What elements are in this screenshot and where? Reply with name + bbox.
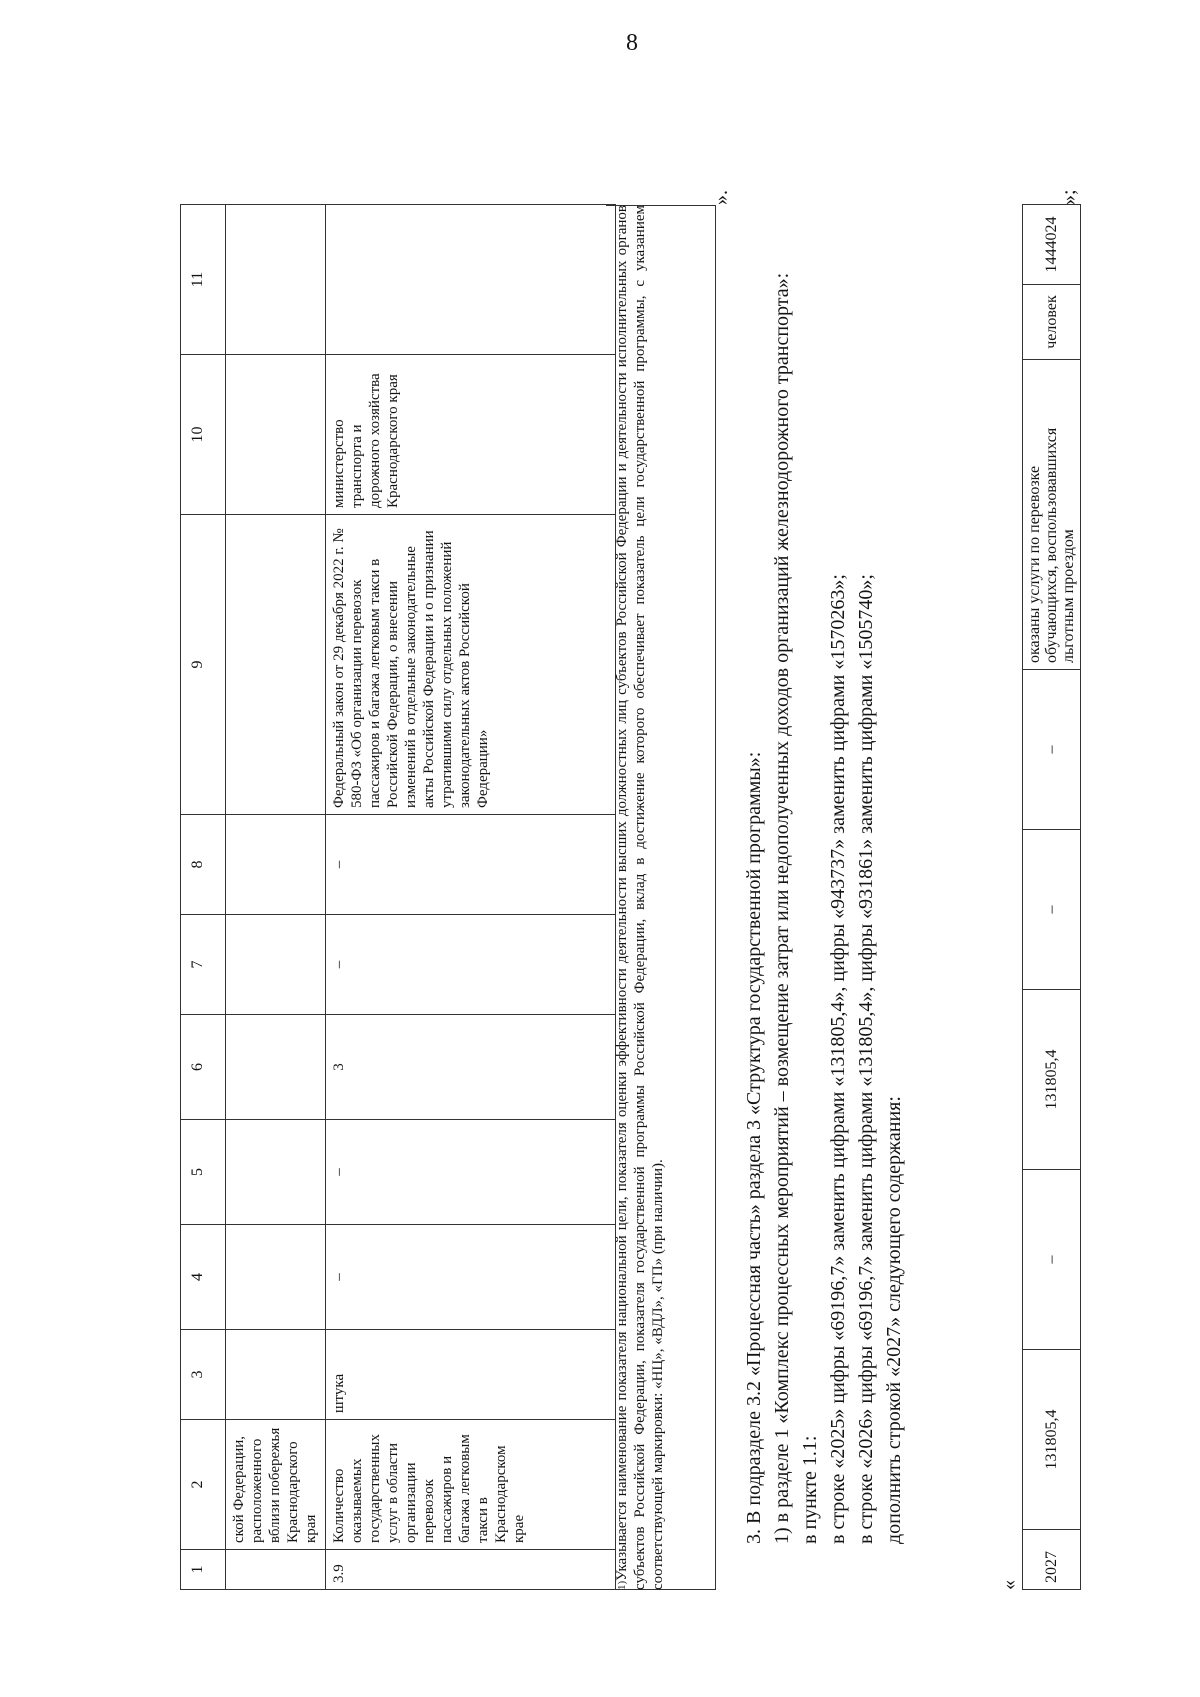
footnote xyxy=(613,205,667,1590)
table-row xyxy=(326,205,616,1590)
paragraph: в строке «2026» цифры «69196,7» заменить цифрами «131805,4», цифры «931861» заменить цифрами «1505740»; xyxy=(855,574,877,1544)
page-number: 8 xyxy=(626,30,638,56)
table-cell: министерство транспорта и дорожного хозяйства Краснодарского края xyxy=(326,355,616,515)
table-cell xyxy=(326,205,616,355)
table-cell: – xyxy=(1023,670,1081,830)
table-header-cell: 7 xyxy=(181,915,226,1015)
paragraph: в строке «2025» цифры «69196,7» заменить цифрами «131805,4», цифры «943737» заменить цифрами «1570263»; xyxy=(827,574,849,1544)
table-header-cell: 4 xyxy=(181,1225,226,1330)
table-header-cell: 1 xyxy=(181,1550,226,1590)
table-cell: Федеральный закон от 29 декабря 2022 г. № 580-ФЗ «Об организации перевозок пассажиров и багажа легковым такси в Российской Федерации, о внесении изменений в отдельные законодательные акты Российской Федерации и о признании утратившими силу отдельных положений законодательных актов Российской Федерации» xyxy=(326,515,616,815)
table-cell: – xyxy=(326,1225,616,1330)
table-cell: Количество оказываемых государственных услуг в области организации перевозок пассажиров и багажа легковым такси в Краснодарском крае xyxy=(326,1420,616,1550)
table-cell: 131805,4 xyxy=(1023,990,1081,1170)
table-row xyxy=(1023,205,1081,1590)
table-cell xyxy=(226,1550,326,1590)
table-cell xyxy=(226,515,326,815)
table-cell: 2027 xyxy=(1023,1530,1081,1590)
table-header-cell: 3 xyxy=(181,1330,226,1420)
table-header-cell: 2 xyxy=(181,1420,226,1550)
table-cell: – xyxy=(1023,830,1081,990)
table-header-row xyxy=(181,205,226,1590)
closing-quote: ». xyxy=(710,190,732,205)
closing-quote: »; xyxy=(1058,189,1080,205)
table-header-cell: 9 xyxy=(181,515,226,815)
table-cell xyxy=(226,1225,326,1330)
table-header-cell: 10 xyxy=(181,355,226,515)
table-header-cell: 8 xyxy=(181,815,226,915)
new-row-table xyxy=(1022,204,1081,1590)
table-cell: – xyxy=(326,915,616,1015)
paragraph: 1) в разделе 1 «Комплекс процессных мероприятий – возмещение затрат или недополученных доходов организаций железнодорожного транспорта»: xyxy=(771,272,793,1544)
table-row xyxy=(226,205,326,1590)
rotated-content xyxy=(150,110,1110,1650)
table-header-cell: 11 xyxy=(181,205,226,355)
table-cell xyxy=(226,915,326,1015)
opening-quote: « xyxy=(998,1580,1020,1590)
table-cell xyxy=(226,355,326,515)
indicators-table xyxy=(180,204,616,1590)
paragraph: 3. В подразделе 3.2 «Процессная часть» раздела 3 «Структура государственной программы»: xyxy=(743,751,765,1544)
footnote-text: Указывается наименование показателя национальной цели, показателя оценки эффективности деятельности высших должностных лиц субъектов Российской Федерации и деятельности исполнительных органов субъектов Российской Федерации, показателя государственной программы Российской Федерации, вклад в достижение которого обеспечивает показатель цели государственной программы, с указанием соответствующей маркировки: «НЦ», «ВДЛ», «ГП» (при наличии). xyxy=(614,205,666,1590)
footnote-mark: 1) xyxy=(616,1580,628,1590)
table-cell xyxy=(226,815,326,915)
table-cell: 1444024 xyxy=(1023,205,1081,285)
paragraph: в пункте 1.1: xyxy=(799,1435,821,1544)
table-cell: оказаны услуги по перевозке обучающихся, воспользовавшихся льготным проездом xyxy=(1023,360,1081,670)
table-cell: штука xyxy=(326,1330,616,1420)
table-cell xyxy=(226,1015,326,1120)
paragraph: дополнить строкой «2027» следующего содержания: xyxy=(883,1096,905,1544)
table-cell xyxy=(226,1330,326,1420)
table-cell: человек xyxy=(1023,285,1081,360)
table-cell: ской Федерации, расположенного вблизи побережья Краснодарского края xyxy=(226,1420,326,1550)
table-cell xyxy=(226,1120,326,1225)
table-cell xyxy=(226,205,326,355)
amendment-text xyxy=(740,205,908,1590)
table-cell: 131805,4 xyxy=(1023,1350,1081,1530)
table-cell: – xyxy=(326,815,616,915)
table-cell: 3 xyxy=(326,1015,616,1120)
table-cell: – xyxy=(1023,1170,1081,1350)
table-cell: – xyxy=(326,1120,616,1225)
table-header-cell: 5 xyxy=(181,1120,226,1225)
table-cell: 3.9 xyxy=(326,1550,616,1590)
table-header-cell: 6 xyxy=(181,1015,226,1120)
